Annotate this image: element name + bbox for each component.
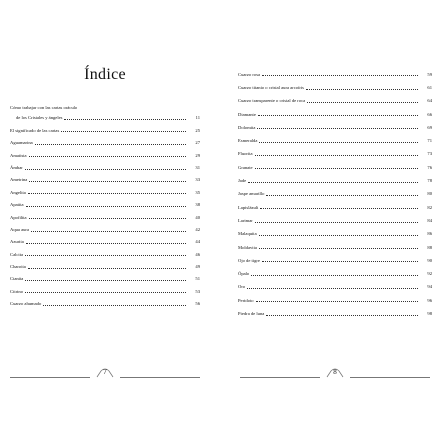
toc-leader-dots <box>29 218 186 219</box>
toc-leader-dots <box>260 208 418 209</box>
toc-entry-label: Moldavita <box>238 244 257 250</box>
toc-entry-page: 29 <box>195 152 200 158</box>
toc-entry-label: Cuarzo rosa <box>238 71 261 77</box>
toc-entry-label: Fluorita <box>238 151 253 157</box>
toc-entry <box>238 77 432 90</box>
toc-entry-page: 51 <box>195 276 200 282</box>
toc-entry-page: 86 <box>427 231 432 237</box>
toc-leader-dots <box>251 275 418 276</box>
toc-entry-page: 44 <box>195 239 200 245</box>
toc-entry-page: 88 <box>427 244 432 250</box>
toc-entry-label: Larimar <box>238 217 253 223</box>
toc-entry-page: 38 <box>195 202 200 208</box>
right-page <box>238 64 432 317</box>
toc-entry <box>238 263 432 276</box>
toc-entry <box>10 208 200 220</box>
toc-entry-label: Cómo trabajar con las cartas oráculo <box>10 105 78 111</box>
toc-leader-dots <box>259 235 418 236</box>
toc-entry-label: Cianita <box>10 276 24 282</box>
toc-leader-dots <box>247 288 418 289</box>
toc-entry-label: Ametrina <box>10 177 28 183</box>
toc-entry-page: 49 <box>195 264 200 270</box>
toc-entry-label: Azurita <box>10 239 24 245</box>
toc-entry <box>238 144 432 157</box>
toc-entry-label: Jade <box>238 178 247 184</box>
toc-leader-dots <box>255 222 418 223</box>
toc-entry-label: Charoita <box>10 264 26 270</box>
toc-leader-dots <box>259 248 418 249</box>
toc-entry <box>10 270 200 282</box>
toc-entry <box>238 64 432 77</box>
toc-entry <box>238 170 432 183</box>
toc-leader-dots <box>258 115 418 116</box>
toc-entry-page: 84 <box>427 217 432 223</box>
toc-entry-label: Ópalo <box>238 271 250 277</box>
toc-entry <box>10 171 200 183</box>
toc-entry-label: Amatista <box>10 152 27 158</box>
footer-rule-left <box>10 377 90 378</box>
toc-entry <box>10 233 200 245</box>
toc-entry-label: Apofilita <box>10 214 27 220</box>
toc-entry-page: 80 <box>427 191 432 197</box>
footer-rule-right <box>350 377 430 378</box>
right-page-number-text: 8 <box>333 368 337 376</box>
toc-leader-dots <box>266 315 418 316</box>
toc-leader-dots <box>35 144 186 145</box>
toc-entry-page: 94 <box>427 284 432 290</box>
toc-entry-page: 61 <box>427 85 432 90</box>
toc-entry-label: Cuarzo ahumado <box>10 301 42 307</box>
left-page-number-text: 7 <box>103 368 107 376</box>
toc-entry-page: 42 <box>195 226 200 232</box>
toc-entry-page: 73 <box>427 151 432 157</box>
left-toc-list <box>10 102 200 307</box>
footer-rule-right <box>120 377 200 378</box>
toc-entry-page: 11 <box>195 115 200 121</box>
toc-leader-dots <box>28 193 186 194</box>
toc-leader-dots <box>255 168 418 169</box>
toc-entry-page: 66 <box>427 111 432 117</box>
toc-leader-dots <box>43 305 186 306</box>
toc-entry-label: Calcita <box>10 251 24 257</box>
toc-leader-dots <box>25 280 186 281</box>
toc-leader-dots <box>25 255 186 256</box>
toc-leader-dots <box>29 181 186 182</box>
toc-entry-page: 35 <box>195 189 200 195</box>
toc-entry <box>238 104 432 117</box>
toc-entry-label: Aguamarina <box>10 140 33 146</box>
toc-leader-dots <box>248 182 418 183</box>
toc-entry <box>10 195 200 207</box>
toc-entry-label: Ojo de tigre <box>238 257 260 263</box>
toc-entry <box>10 245 200 257</box>
toc-entry <box>10 282 200 294</box>
right-page-footer <box>240 367 430 379</box>
toc-entry-label: Jaspe amarillo <box>238 191 265 197</box>
toc-entry <box>238 130 432 143</box>
toc-entry <box>238 277 432 290</box>
toc-entry <box>10 158 200 170</box>
toc-leader-dots <box>307 102 418 103</box>
footer-rule-left <box>240 377 320 378</box>
toc-entry <box>238 210 432 223</box>
toc-entry-page: 46 <box>195 251 200 257</box>
toc-entry-page: 90 <box>427 257 432 263</box>
toc-entry-label: Lapislázuli <box>238 204 259 210</box>
toc-entry-label: Ámbar <box>10 164 23 170</box>
toc-leader-dots <box>25 169 186 170</box>
toc-entry-label: Apatita <box>10 202 24 208</box>
toc-entry-page: 59 <box>427 71 432 77</box>
toc-leader-dots <box>25 292 186 293</box>
toc-entry-label: Dolomita <box>238 124 256 130</box>
toc-entry <box>10 146 200 158</box>
left-page-number <box>95 367 115 379</box>
right-page-number <box>325 367 345 379</box>
toc-entry-page: 92 <box>427 271 432 277</box>
toc-entry-label: Esmeralda <box>238 138 258 144</box>
toc-entry-page: 71 <box>427 138 432 144</box>
toc-entry <box>10 111 200 121</box>
toc-entry-page: 69 <box>427 124 432 130</box>
toc-entry-page: 98 <box>427 311 432 317</box>
toc-entry <box>238 250 432 263</box>
toc-entry-label: Malaquita <box>238 231 257 237</box>
toc-entry-page: 82 <box>427 204 432 210</box>
toc-leader-dots <box>26 243 186 244</box>
toc-leader-dots <box>31 231 186 232</box>
toc-entry-page: 53 <box>195 288 200 294</box>
toc-entry <box>238 91 432 104</box>
toc-entry-page: 64 <box>427 98 432 104</box>
toc-leader-dots <box>262 75 418 76</box>
toc-entry <box>10 257 200 269</box>
toc-leader-dots <box>266 195 418 196</box>
toc-entry-label: Granate <box>238 164 253 170</box>
toc-entry-label: Aqua aura <box>10 226 30 232</box>
toc-leader-dots <box>306 89 418 90</box>
toc-entry-label: Piedra de luna <box>238 311 265 317</box>
toc-entry-label: de los Cristales y ángeles <box>16 115 63 121</box>
toc-entry <box>238 224 432 237</box>
toc-entry-label: Peridoto <box>238 297 254 303</box>
toc-leader-dots <box>262 261 418 262</box>
toc-entry-label: Citrino <box>10 288 24 294</box>
toc-entry-page: 27 <box>195 140 200 146</box>
toc-entry <box>238 117 432 130</box>
toc-leader-dots <box>28 268 186 269</box>
toc-entry-label: El significado de las cartas <box>10 127 60 133</box>
toc-entry <box>238 237 432 250</box>
toc-entry-page: 76 <box>427 164 432 170</box>
toc-entry-page: 25 <box>195 127 200 133</box>
right-toc-list <box>238 64 432 317</box>
toc-entry <box>10 220 200 232</box>
toc-entry-page: 40 <box>195 214 200 220</box>
toc-entry <box>10 102 200 111</box>
toc-entry <box>10 183 200 195</box>
toc-leader-dots <box>64 119 186 120</box>
toc-entry-label: Cuarzo titanio o cristal aura arcoíris <box>238 85 304 90</box>
toc-entry <box>238 184 432 197</box>
toc-leader-dots <box>61 131 186 132</box>
index-title: Índice <box>84 66 126 83</box>
toc-entry-label: Cuarzo transparente o cristal de roca <box>238 98 306 104</box>
toc-leader-dots <box>259 142 418 143</box>
toc-entry <box>10 294 200 306</box>
toc-entry-page: 78 <box>427 178 432 184</box>
toc-entry-page: 33 <box>195 177 200 183</box>
toc-entry-page: 31 <box>195 164 200 170</box>
toc-leader-dots <box>26 206 186 207</box>
toc-entry <box>10 133 200 145</box>
toc-entry <box>10 121 200 133</box>
toc-leader-dots <box>257 128 418 129</box>
left-page <box>10 62 200 307</box>
toc-leader-dots <box>255 155 418 156</box>
toc-entry <box>238 290 432 303</box>
toc-leader-dots <box>256 301 418 302</box>
toc-entry <box>238 157 432 170</box>
toc-entry <box>238 303 432 316</box>
toc-leader-dots <box>29 156 186 157</box>
toc-entry-label: Diamante <box>238 111 256 117</box>
left-page-footer <box>10 367 200 379</box>
toc-entry <box>238 197 432 210</box>
toc-entry-page: 96 <box>427 297 432 303</box>
toc-entry-label: Angelita <box>10 189 26 195</box>
toc-entry-label: Oro <box>238 284 246 290</box>
toc-entry-page: 56 <box>195 301 200 307</box>
